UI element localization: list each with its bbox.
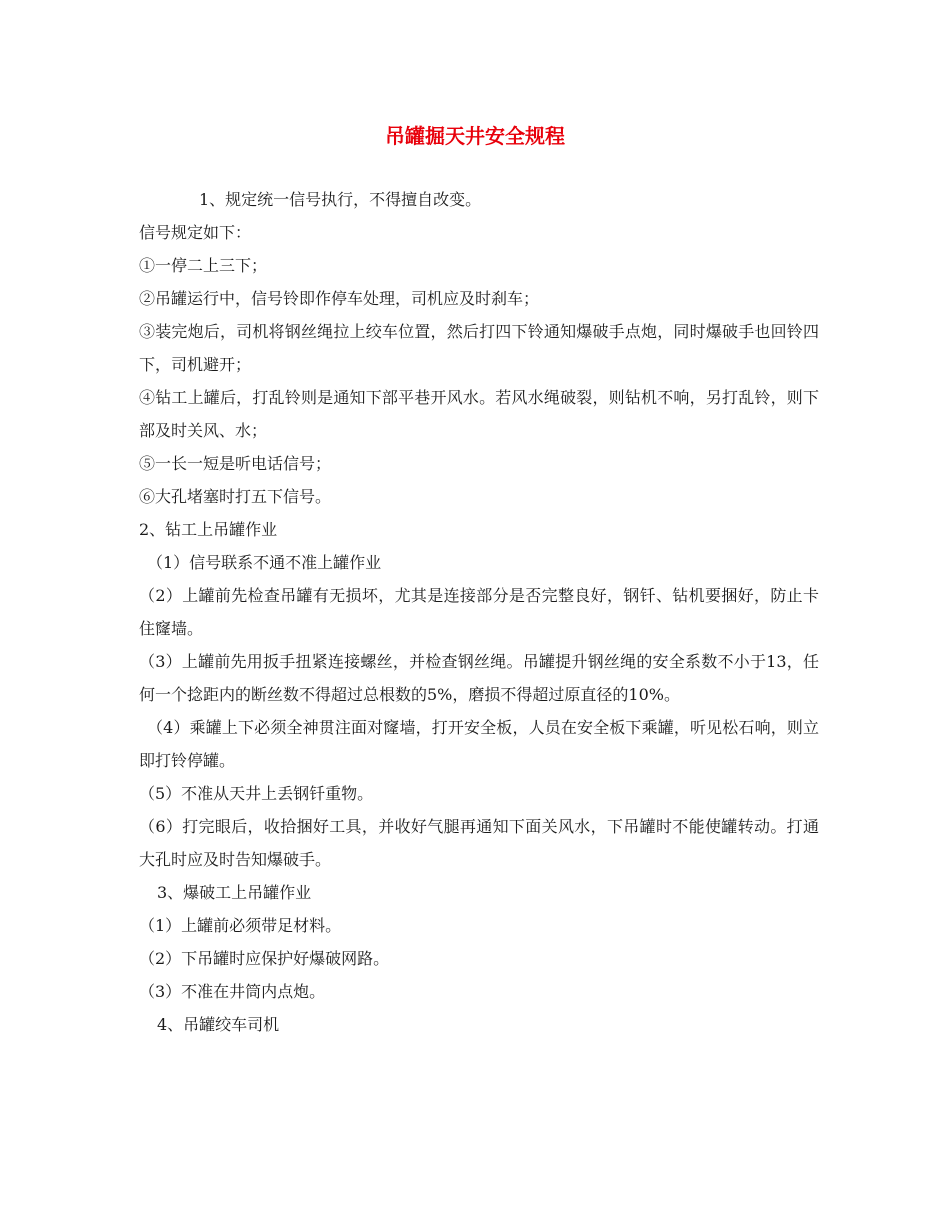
section-2-item-5: （5）不准从天井上丢钢钎重物。 (139, 784, 374, 803)
signal-item-4: ④钻工上罐后，打乱铃则是通知下部平巷开风水。若风水绳破裂，则钻机不响，另打乱铃，则下部及时关风、水； (139, 388, 819, 440)
document-title: 吊罐掘天井安全规程 (385, 124, 565, 148)
signal-heading: 信号规定如下： (139, 223, 252, 242)
section-4-heading: 4、吊罐绞车司机 (157, 1015, 280, 1034)
signal-item-1: ①一停二上三下； (139, 256, 268, 275)
section-2-item-4: （4）乘罐上下必须全神贯注面对窿墙，打开安全板，人员在安全板下乘罐，听见松石响，则立即打铃停罐。 (139, 718, 819, 770)
document-body (139, 183, 819, 1041)
section-2-heading: 2、钻工上吊罐作业 (139, 520, 278, 539)
signal-item-3: ③装完炮后，司机将钢丝绳拉上绞车位置，然后打四下铃通知爆破手点炮，同时爆破手也回铃四下，司机避开； (139, 322, 819, 374)
section-3-item-1: （1）上罐前必须带足材料。 (139, 916, 342, 935)
section-2-item-3: （3）上罐前先用扳手扭紧连接螺丝，并检查钢丝绳。吊罐提升钢丝绳的安全系数不小于13，任何一个捻距内的断丝数不得超过总根数的5%，磨损不得超过原直径的10%。 (139, 652, 819, 704)
section-2-item-6: （6）打完眼后，收拾捆好工具，并收好气腿再通知下面关风水，下吊罐时不能使罐转动。打通大孔时应及时告知爆破手。 (139, 817, 819, 869)
section-2-item-2: （2）上罐前先检查吊罐有无损坏，尤其是连接部分是否完整良好，钢钎、钻机要捆好，防止卡住窿墙。 (139, 586, 819, 638)
signal-item-5: ⑤一长一短是听电话信号； (139, 454, 332, 473)
section-3-heading: 3、爆破工上吊罐作业 (157, 883, 312, 902)
signal-item-6: ⑥大孔堵塞时打五下信号。 (139, 487, 332, 506)
signal-item-2: ②吊罐运行中，信号铃即作停车处理，司机应及时刹车； (139, 289, 540, 308)
section-2-item-1: （1）信号联系不通不准上罐作业 (147, 553, 382, 572)
section-3-item-2: （2）下吊罐时应保护好爆破网路。 (139, 949, 390, 968)
rule-1: 1、规定统一信号执行，不得擅自改变。 (199, 190, 482, 209)
section-3-item-3: （3）不准在井筒内点炮。 (139, 982, 326, 1001)
